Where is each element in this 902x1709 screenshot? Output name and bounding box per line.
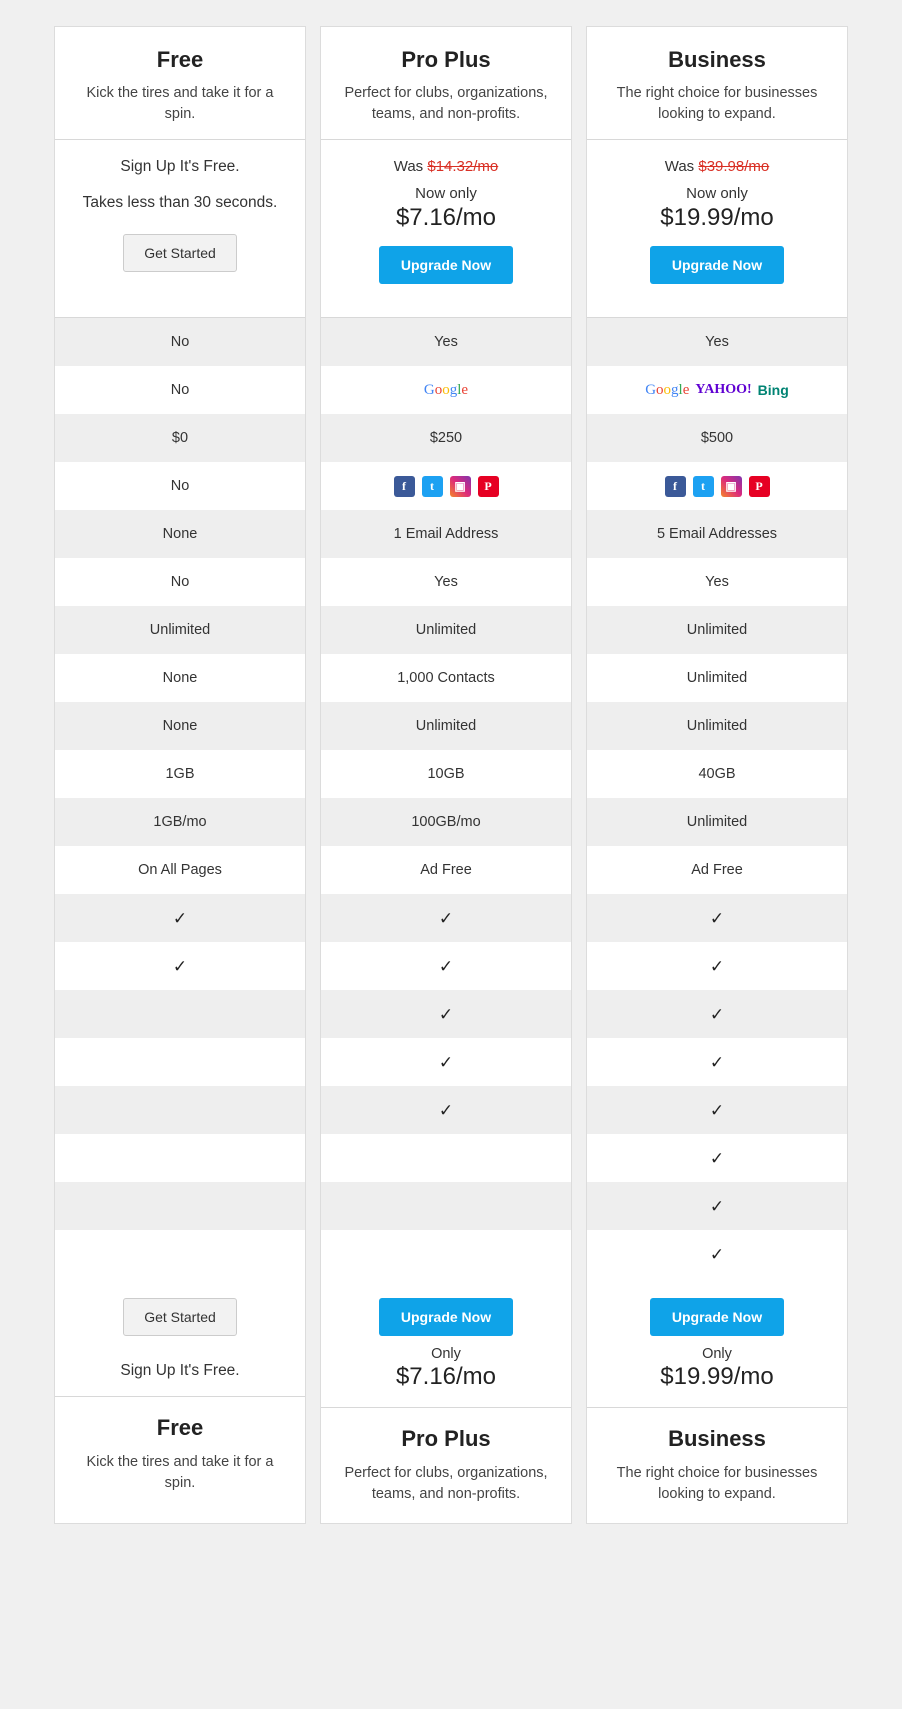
feature-cell: 40GB (587, 750, 847, 798)
was-price-strikethrough: $39.98/mo (698, 158, 770, 176)
plan-description-pro-plus: Perfect for clubs, organizations, teams, and non-profits. (344, 85, 548, 123)
plan-footer-title-free: Free (156, 1415, 204, 1441)
facebook-icon: f (665, 476, 686, 497)
feature-check-cell (321, 1038, 571, 1086)
feature-check-cell (587, 1086, 847, 1134)
feature-check-cell (587, 990, 847, 1038)
feature-cell-social (587, 462, 847, 510)
plan-price-box-free (55, 140, 305, 318)
feature-cell: No (55, 462, 305, 510)
feature-cell-social (321, 462, 571, 510)
plan-footer-cta-pro-plus (321, 1278, 571, 1407)
feature-check-cell (587, 1182, 847, 1230)
feature-check-cell-empty (55, 1086, 305, 1134)
feature-cell: No (55, 558, 305, 606)
feature-cell: Unlimited (587, 702, 847, 750)
plan-footer-business (587, 1407, 847, 1522)
plan-description-business: The right choice for businesses looking to expand. (616, 85, 818, 123)
feature-check-cell (587, 1230, 847, 1278)
feature-cell: 100GB/mo (321, 798, 571, 846)
check-icon: ✓ (438, 1004, 454, 1024)
feature-cell-search-engines (321, 366, 571, 414)
feature-cell: Ad Free (587, 846, 847, 894)
twitter-icon: t (422, 476, 443, 497)
current-price-pro-plus: $7.16/mo (395, 204, 497, 232)
upgrade-now-button-business-top[interactable]: Upgrade Now (650, 246, 784, 284)
feature-check-cell-empty (55, 1230, 305, 1278)
check-icon: ✓ (709, 1100, 725, 1120)
google-logo-icon: Google (423, 381, 469, 398)
current-price-business: $19.99/mo (660, 204, 774, 232)
plan-footer-cta-free (55, 1278, 305, 1396)
free-footer-note: Sign Up It's Free. (120, 1362, 240, 1380)
yahoo-logo-icon: YAHOO! (695, 382, 752, 398)
plan-footer-title-business: Business (668, 1426, 766, 1452)
check-icon: ✓ (709, 1196, 725, 1216)
feature-check-cell (55, 942, 305, 990)
feature-check-cell-empty (321, 1182, 571, 1230)
was-label: Was (393, 158, 424, 176)
check-icon: ✓ (709, 1148, 725, 1168)
plan-footer-description-free: Kick the tires and take it for a spin. (86, 1453, 274, 1491)
feature-cell: Ad Free (321, 846, 571, 894)
feature-cell: Yes (587, 318, 847, 366)
feature-cell: 1GB (55, 750, 305, 798)
feature-cell: Unlimited (55, 606, 305, 654)
footer-price-pro-plus: $7.16/mo (395, 1363, 497, 1391)
get-started-button-free-bottom[interactable]: Get Started (123, 1298, 237, 1336)
pinterest-icon: P (749, 476, 770, 497)
upgrade-now-button-business-bottom[interactable]: Upgrade Now (650, 1298, 784, 1336)
feature-cell-search-engines (587, 366, 847, 414)
free-time-line: Takes less than 30 seconds. (82, 194, 278, 212)
facebook-icon: f (394, 476, 415, 497)
check-icon: ✓ (709, 1052, 725, 1072)
feature-cell: 10GB (321, 750, 571, 798)
plan-footer-title-pro-plus: Pro Plus (401, 1426, 491, 1452)
feature-check-cell (587, 1134, 847, 1182)
plan-description-free: Kick the tires and take it for a spin. (86, 85, 274, 123)
now-only-label-pro-plus: Now only (415, 185, 477, 203)
check-icon: ✓ (438, 956, 454, 976)
check-icon: ✓ (172, 956, 188, 976)
plan-title-pro-plus: Pro Plus (401, 47, 491, 72)
plan-header-pro-plus (321, 27, 571, 140)
plan-footer-description-business: The right choice for businesses looking to expand. (616, 1464, 818, 1502)
plan-footer-free (55, 1396, 305, 1511)
plan-header-business (587, 27, 847, 140)
feature-cell: Unlimited (587, 654, 847, 702)
feature-cell: 1GB/mo (55, 798, 305, 846)
feature-cell: None (55, 654, 305, 702)
was-label: Was (664, 158, 695, 176)
feature-check-cell-empty (55, 1182, 305, 1230)
feature-cell: None (55, 702, 305, 750)
feature-rows-free (55, 318, 305, 1278)
only-label-business: Only (702, 1346, 732, 1363)
twitter-icon: t (693, 476, 714, 497)
plan-column-pro-plus (320, 26, 572, 1524)
feature-cell: No (55, 366, 305, 414)
feature-cell: $250 (321, 414, 571, 462)
only-label-pro-plus: Only (431, 1346, 461, 1363)
feature-check-cell (587, 942, 847, 990)
instagram-icon: ▣ (450, 476, 471, 497)
feature-check-cell (587, 1038, 847, 1086)
check-icon: ✓ (438, 908, 454, 928)
free-signup-line: Sign Up It's Free. (120, 158, 240, 176)
feature-rows-business (587, 318, 847, 1278)
upgrade-now-button-pro-plus-bottom[interactable]: Upgrade Now (379, 1298, 513, 1336)
feature-check-cell (587, 894, 847, 942)
feature-cell: Unlimited (321, 702, 571, 750)
plan-footer-description-pro-plus: Perfect for clubs, organizations, teams, and non-profits. (344, 1464, 548, 1502)
footer-price-business: $19.99/mo (660, 1363, 774, 1391)
feature-cell: Unlimited (321, 606, 571, 654)
social-icons (665, 476, 770, 497)
feature-cell: Yes (321, 558, 571, 606)
plan-price-box-business (587, 140, 847, 318)
feature-cell: Yes (321, 318, 571, 366)
upgrade-now-button-pro-plus-top[interactable]: Upgrade Now (379, 246, 513, 284)
feature-rows-pro-plus (321, 318, 571, 1278)
check-icon: ✓ (709, 1244, 725, 1264)
check-icon: ✓ (172, 908, 188, 928)
feature-cell: 1 Email Address (321, 510, 571, 558)
plan-title-business: Business (668, 47, 766, 72)
plan-footer-cta-business (587, 1278, 847, 1407)
plan-title-free: Free (156, 47, 204, 72)
feature-check-cell-empty (321, 1134, 571, 1182)
check-icon: ✓ (709, 1004, 725, 1024)
get-started-button-free-top[interactable]: Get Started (123, 234, 237, 272)
check-icon: ✓ (438, 1100, 454, 1120)
feature-cell: Yes (587, 558, 847, 606)
feature-cell: None (55, 510, 305, 558)
plan-footer-pro-plus (321, 1407, 571, 1522)
feature-check-cell (321, 942, 571, 990)
social-icons (394, 476, 499, 497)
feature-check-cell-empty (55, 1134, 305, 1182)
google-logo-icon: Google (645, 381, 690, 398)
pinterest-icon: P (478, 476, 499, 497)
feature-check-cell-empty (55, 990, 305, 1038)
feature-check-cell-empty (321, 1230, 571, 1278)
feature-cell: On All Pages (55, 846, 305, 894)
was-price-line-business (597, 158, 837, 175)
bing-logo-icon: Bing (757, 382, 789, 399)
feature-check-cell-empty (55, 1038, 305, 1086)
feature-check-cell (321, 894, 571, 942)
plan-price-box-pro-plus (321, 140, 571, 318)
feature-check-cell (321, 990, 571, 1038)
plan-header-free (55, 27, 305, 140)
check-icon: ✓ (709, 956, 725, 976)
plan-column-free (54, 26, 306, 1524)
instagram-icon: ▣ (721, 476, 742, 497)
plan-column-business (586, 26, 848, 1524)
was-price-line-pro-plus (331, 158, 561, 175)
search-engine-logos (645, 382, 789, 399)
feature-check-cell (321, 1086, 571, 1134)
feature-cell: $0 (55, 414, 305, 462)
feature-cell: $500 (587, 414, 847, 462)
check-icon: ✓ (438, 1052, 454, 1072)
feature-cell: Unlimited (587, 606, 847, 654)
feature-check-cell (55, 894, 305, 942)
now-only-label-business: Now only (686, 185, 748, 203)
feature-cell: 1,000 Contacts (321, 654, 571, 702)
feature-cell: Unlimited (587, 798, 847, 846)
feature-cell: 5 Email Addresses (587, 510, 847, 558)
feature-cell: No (55, 318, 305, 366)
check-icon: ✓ (709, 908, 725, 928)
was-price-strikethrough: $14.32/mo (427, 158, 499, 176)
